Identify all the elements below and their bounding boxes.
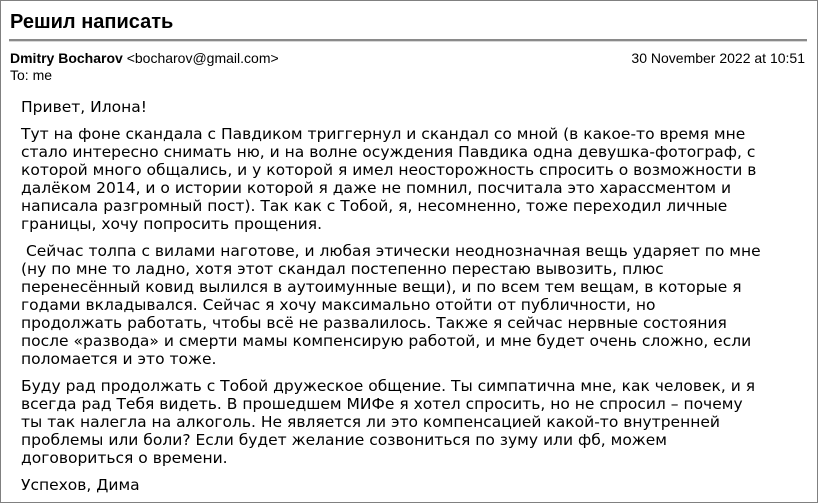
body-paragraph-signoff: Успехов, Дима — [21, 476, 140, 494]
body-paragraph: Тут на фоне скандала с Павдиком триггернул и скандал со мной (в какое-то время мне стало интересно снимать ню, и на волне осуждения Павдика одна девушка-фотограф, с которой много общались, и у которой я имел неосторожность спросить о возможности в далёком 2014, и о истории которой я даже не помнил, посчитала это харассментом и написала разгромный пост). Так как с Тобой, я, несомненно, тоже переходил личные границы, хочу попросить прощения. — [21, 125, 757, 233]
body-paragraph: Сейчас толпа с вилами наготове, и любая этически неоднозначная вещь ударяет по мне (ну по мне то ладно, хотя этот скандал постепенно перестаю вывозить, плюс перенесённый ковид вылился в аутоимунные вещи), и по всем тем вещам, в которые я годами вкладывался. Сейчас я хочу максимально отойти от публичности, но продолжать работать, чтобы всё не развалилось. Также я сейчас нервные состояния после «развода» и смерти мамы компенсирую работой, и мне будет очень сложно, если поломается и это тоже. — [21, 242, 761, 368]
email-date: 30 November 2022 at 10:51 — [631, 50, 805, 66]
body-paragraph-greeting: Привет, Илона! — [21, 98, 147, 116]
body-paragraph: Буду рад продолжать с Тобой дружеское общение. Ты симпатична мне, как человек, и я всегда рад Тебя видеть. В прошедшем МИФе я хотел спросить, но не спросил – почему ты так налегла на алкоголь. Не является ли это компенсацией какой-то внутренней проблемы или боли? Если будет желание созвониться по зуму или фб, можем договориться о времени. — [21, 377, 756, 467]
email-subject: Решил написать — [10, 11, 174, 33]
to-label: To: — [10, 67, 29, 83]
sender-name[interactable]: Dmitry Bocharov — [10, 50, 123, 66]
sender-email[interactable]: <bocharov@gmail.com> — [126, 50, 279, 66]
from-line — [10, 50, 279, 66]
email-body — [21, 98, 799, 503]
to-line — [10, 67, 52, 83]
header-divider — [9, 39, 807, 42]
recipient[interactable]: me — [32, 67, 53, 83]
